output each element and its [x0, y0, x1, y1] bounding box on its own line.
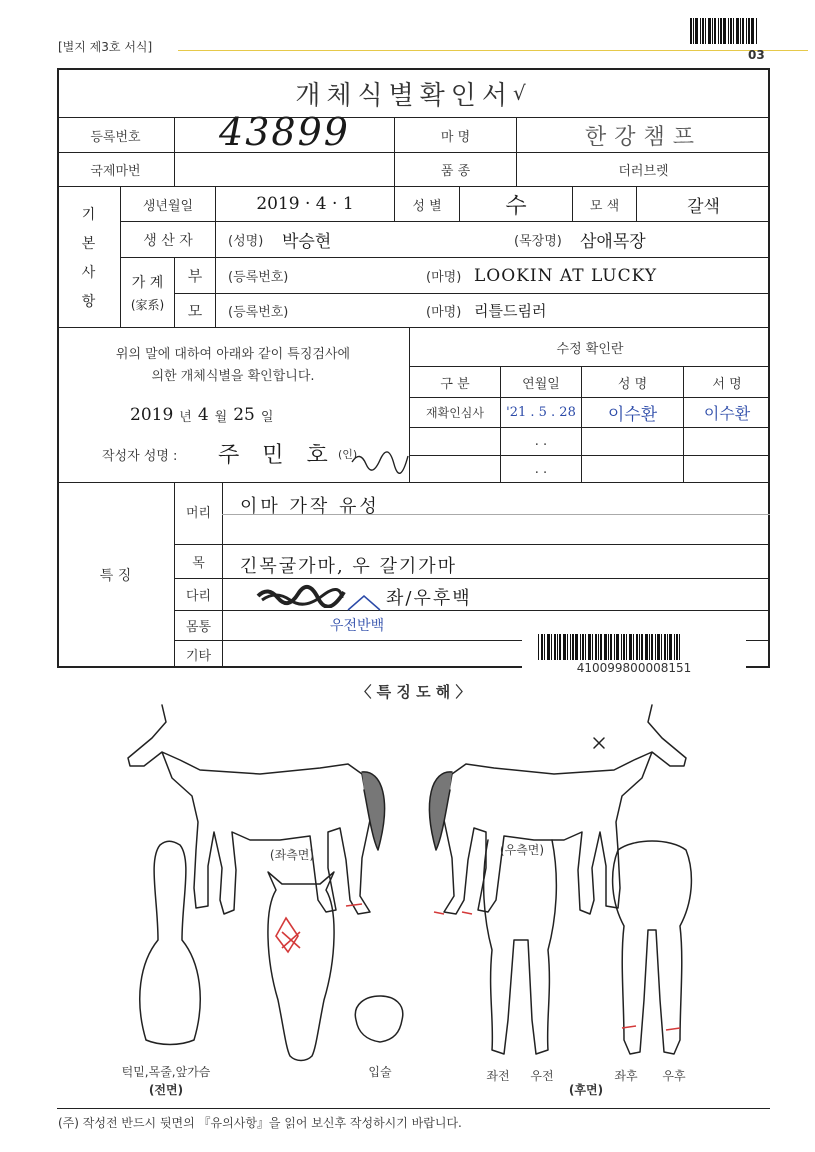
confirm-text-line1: 위의 말에 대하여 아래와 같이 특징검사에	[115, 346, 351, 362]
rev-row-name: 이수환	[607, 405, 658, 425]
left-hind-caption: 좌후	[614, 1068, 638, 1083]
breed-label: 품 종	[440, 164, 471, 179]
pedigree-label: 가 계	[131, 274, 164, 291]
neck-caption: 턱밑,목줄,앞가슴	[121, 1064, 211, 1079]
producer-label: 생 산 자	[143, 232, 193, 249]
confirm-date	[130, 402, 273, 428]
producer-name-value: 박승현	[282, 232, 332, 252]
form-label: [별지 제3호 서식]	[58, 40, 153, 54]
birth-value: 2019 · 4 · 1	[256, 194, 354, 214]
marking-stripe	[282, 932, 300, 948]
rev-col-type: 구 분	[440, 376, 470, 392]
front-legs-view	[484, 840, 557, 1054]
right-horse-x-mark	[594, 738, 604, 748]
legs-label: 다리	[185, 589, 212, 604]
header-rule	[178, 50, 808, 51]
left-side-horse	[128, 705, 370, 914]
neck-value: 긴목굴가마, 우 갈기가마	[240, 556, 458, 577]
head-value: 이마 가작 유성	[240, 496, 380, 517]
ranch-value: 삼애목장	[580, 232, 646, 252]
barcode-sticker	[522, 630, 746, 678]
author-label: 작성자 성명 :	[102, 448, 178, 464]
birth-label: 생년월일	[142, 198, 194, 214]
author-value: 주 민 호	[218, 442, 336, 468]
rev-row-name	[582, 428, 683, 455]
rule	[57, 1108, 770, 1109]
scribbled-out-text	[256, 584, 346, 608]
rev-row-sign	[684, 428, 770, 455]
right-fore-caption: 우전	[530, 1068, 554, 1083]
color-label: 모 색	[589, 198, 620, 214]
dam-label: 모	[187, 302, 203, 320]
right-side-horse	[444, 705, 686, 914]
page-number: 03	[748, 48, 765, 62]
document-title	[57, 70, 770, 116]
ranch-label: (목장명)	[514, 234, 562, 249]
rule	[57, 482, 770, 483]
dam-name-label: (마명)	[426, 305, 462, 320]
left-side-label: (좌측면)	[269, 847, 315, 862]
basic-section-label	[57, 200, 120, 315]
basic-label-char: 본	[81, 236, 96, 253]
basic-label-char: 기	[81, 207, 96, 224]
producer-name-label: (성명)	[228, 234, 264, 249]
rev-col-sign: 서 명	[712, 376, 742, 392]
sire-name-value: LOOKIN AT LUCKY	[474, 265, 658, 286]
author-seal: (인)	[338, 448, 358, 461]
sire-label: 부	[187, 267, 203, 285]
rev-row-name	[582, 456, 683, 482]
left-fore-caption: 좌전	[486, 1068, 510, 1083]
confirm-text-line2: 의한 개체식별을 확인합니다.	[151, 368, 315, 384]
sire-reg-label: (등록번호)	[228, 270, 289, 285]
right-side-label: (우측면)	[499, 842, 545, 857]
front-label: (전면)	[148, 1082, 184, 1097]
intl-no-value	[175, 153, 394, 186]
basic-label-char: 사	[81, 264, 96, 281]
right-horse-tail	[429, 772, 452, 850]
marking-left-fore	[346, 904, 362, 906]
rev-row-type	[410, 456, 500, 482]
dam-reg-label: (등록번호)	[228, 305, 289, 320]
rule	[57, 327, 770, 328]
intl-no-label: 국제마번	[90, 164, 141, 179]
revision-title: 수정 확인란	[556, 341, 624, 357]
top-barcode	[690, 18, 772, 44]
rear-label: (후면)	[568, 1082, 604, 1097]
marking-star	[276, 918, 298, 952]
neck-label: 목	[192, 556, 205, 571]
dam-name-value: 리틀드림러	[474, 302, 547, 320]
legs-value: 좌/우후백	[386, 588, 472, 609]
rev-row-date: '21 . 5 . 28	[506, 405, 576, 420]
horse-name-value: 한강챔프	[584, 124, 702, 150]
reg-no-label: 등록번호	[90, 129, 141, 145]
rule	[174, 544, 770, 545]
rev-row-type: 재확인심사	[426, 406, 484, 420]
date-day: 25	[233, 405, 255, 425]
date-month-unit: 월	[214, 409, 228, 425]
pedigree-hanja: (家系)	[130, 297, 165, 312]
horse-name-label: 마 명	[440, 129, 471, 145]
hind-legs-view	[613, 841, 692, 1054]
other-label: 기타	[185, 649, 212, 664]
title-check-mark: √	[513, 81, 532, 105]
lips-caption: 입술	[368, 1064, 392, 1079]
rev-row-sign	[684, 456, 770, 482]
footnote: (주) 작성전 반드시 뒷면의 『유의사항』을 읽어 보신후 작성하시기 바랍니다.	[58, 1115, 462, 1130]
barcode-number: 410099800008151	[576, 661, 692, 675]
rev-row-date: . .	[534, 461, 548, 477]
rev-row-sign: 이수환	[703, 404, 751, 423]
date-month: 4	[197, 405, 209, 425]
diagram-title: 〈 특 징 도 해 〉	[356, 682, 471, 701]
reg-no-value: 43899	[219, 110, 350, 154]
left-horse-tail	[362, 772, 385, 850]
breed-value: 더러브렛	[618, 164, 669, 179]
date-year: 2019	[130, 405, 174, 425]
sex-value: 수	[505, 193, 527, 219]
pedigree-label-block	[121, 262, 174, 322]
signature-scribble	[350, 446, 410, 476]
date-year-unit: 년	[179, 409, 192, 425]
head-label: 머리	[185, 505, 212, 521]
rev-col-name: 성 명	[617, 376, 648, 392]
basic-label-char: 항	[81, 293, 96, 310]
sire-name-label: (마명)	[426, 270, 462, 285]
barcode-bars	[538, 634, 736, 660]
color-value: 갈색	[687, 196, 720, 217]
legs-correction: 우전반백	[330, 618, 385, 634]
rev-row-type	[410, 428, 500, 455]
body-label: 몸통	[185, 620, 212, 635]
rule	[174, 610, 770, 611]
features-section-label: 특 징	[99, 568, 132, 584]
lips-view	[355, 996, 402, 1042]
rev-row-date: . .	[534, 434, 548, 449]
right-hind-caption: 우후	[662, 1068, 686, 1083]
front-neck-view	[140, 841, 200, 1044]
sex-label: 성 별	[412, 198, 442, 214]
insertion-caret	[346, 592, 382, 612]
date-day-unit: 일	[260, 409, 274, 425]
marking-rear-hind	[622, 1026, 680, 1030]
horse-diagrams	[100, 700, 720, 1110]
head-front-view	[268, 872, 334, 1061]
document-title-text: 개체식별확인서	[295, 80, 514, 111]
rule	[120, 221, 770, 222]
rev-col-date: 연월일	[522, 376, 560, 392]
